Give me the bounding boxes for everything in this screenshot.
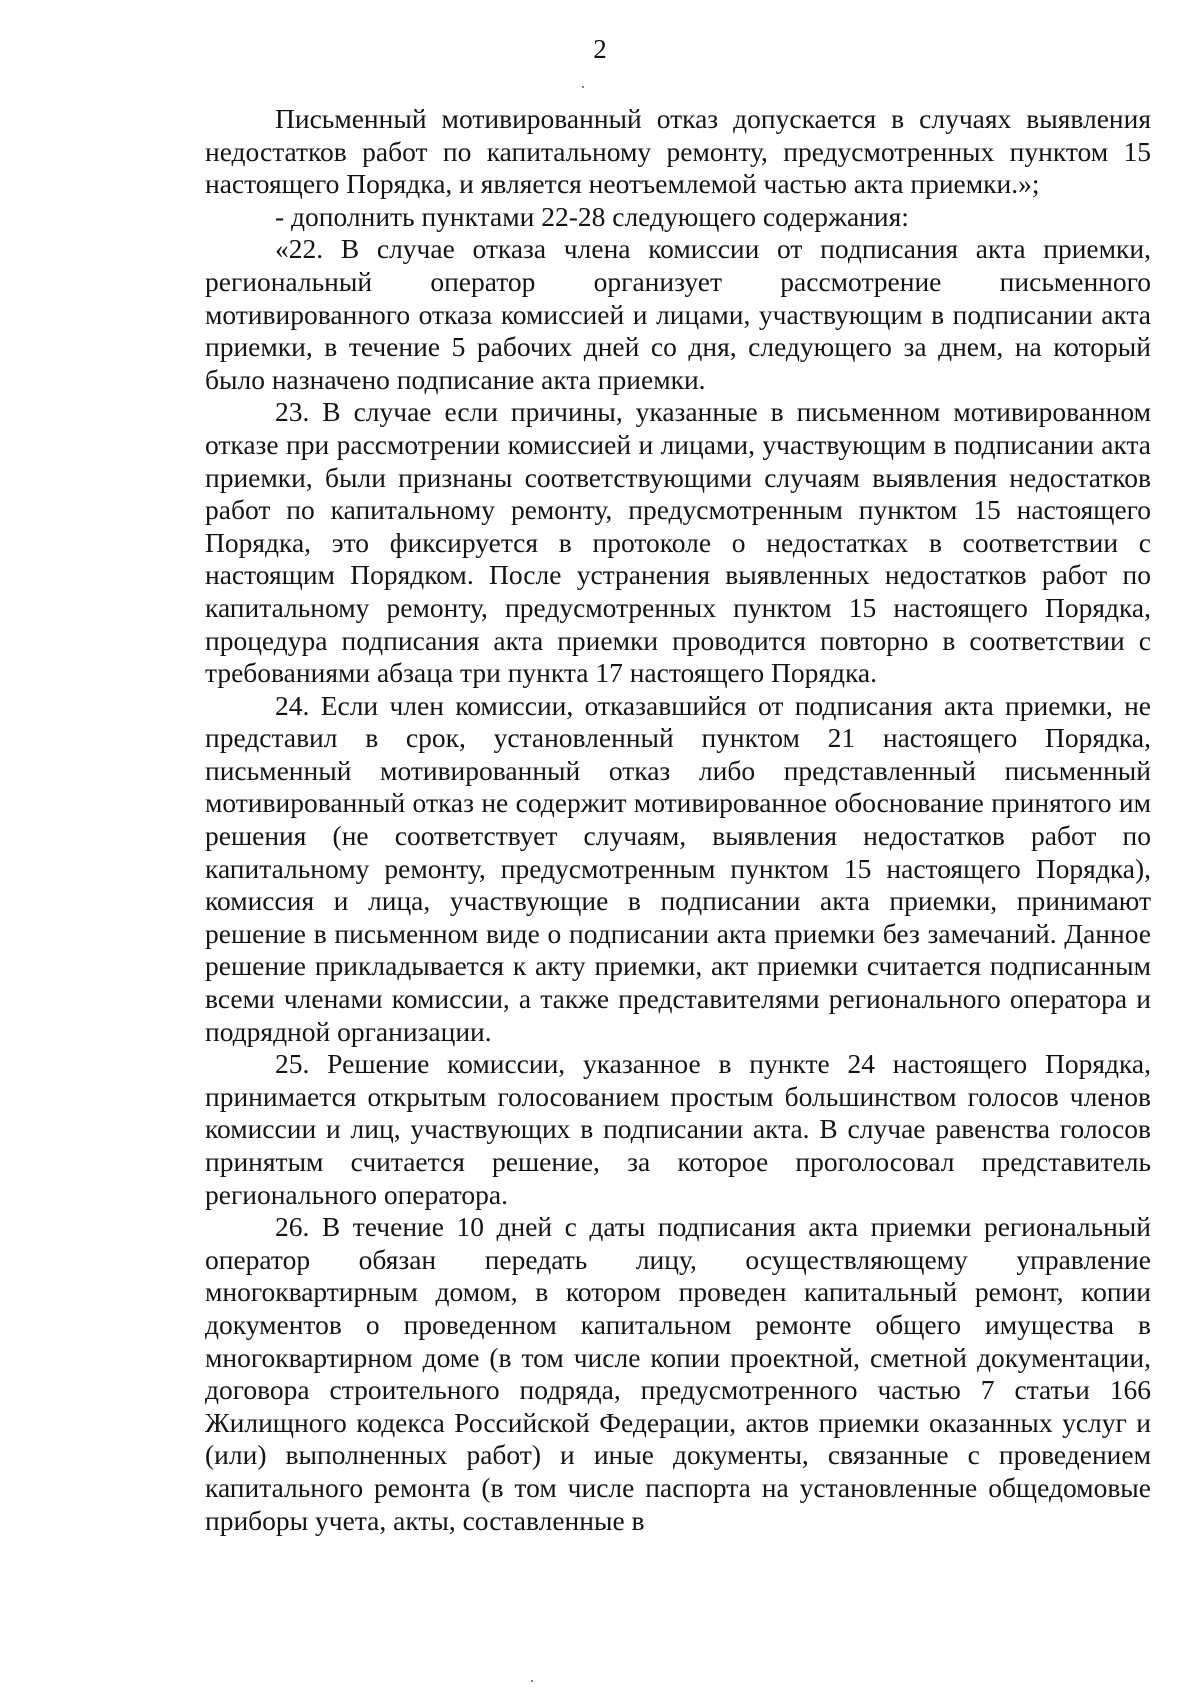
paragraph-item-23: 23. В случае если причины, указанные в письменном мотивированном отказе при рассмотрении комиссией и лицами, участвующим в подписании акта приемки, были признаны соответствующими случаям выявления недостатков работ по капитальному ремонту, предусмотренным пунктом 15 настоящего Порядка, это фиксируется в протоколе о недостатках в соответствии с настоящим Порядком. После устранения выявленных недостатков работ по капитальному ремонту, предусмотренных пунктом 15 настоящего Порядка, процедура подписания акта приемки проводится повторно в соответствии с требованиями абзаца три пункта 17 настоящего Порядка. bbox=[205, 396, 1151, 689]
paragraph-item-25: 25. Решение комиссии, указанное в пункте 24 настоящего Порядка, принимается открытым голосованием простым большинством голосов членов комиссии и лиц, участвующих в подписании акта. В случае равенства голосов принятым считается решение, за которое проголосовал представитель регионального оператора. bbox=[205, 1048, 1151, 1210]
document-body bbox=[205, 103, 1151, 1537]
paragraph-item-24: 24. Если член комиссии, отказавшийся от подписания акта приемки, не представил в срок, установленный пунктом 21 настоящего Порядка, письменный мотивированный отказ либо представленный письменный мотивированный отказ не содержит мотивированное обоснование принятого им решения (не соответствует случаям, выявления недостатков работ по капитальному ремонту, предусмотренным пунктом 15 настоящего Порядка), комиссия и лица, участвующие в подписании акта приемки, принимают решение в письменном виде о подписании акта приемки без замечаний. Данное решение прикладывается к акту приемки, акт приемки считается подписанным всеми членами комиссии, а также представителями регионального оператора и подрядной организации. bbox=[205, 689, 1151, 1047]
paragraph-amendment-intro: - дополнить пунктами 22-28 следующего содержания: bbox=[275, 200, 909, 232]
paragraph-item-22: «22. В случае отказа члена комиссии от подписания акта приемки, региональный оператор организует рассмотрение письменного мотивированного отказа комиссией и лицами, участвующим в подписании акта приемки, в течение 5 рабочих дней со дня, следующего за днем, на который было назначено подписание акта приемки. bbox=[205, 233, 1151, 395]
paragraph-item-26: 26. В течение 10 дней с даты подписания акта приемки региональный оператор обязан передать лицу, осуществляющему управление многоквартирным домом, в котором проведен капитальный ремонт, копии документов о проведенном капитальном ремонте общего имущества в многоквартирном доме (в том числе копии проектной, сметной документации, договора строительного подряда, предусмотренного частью 7 статьи 166 Жилищного кодекса Российской Федерации, актов приемки оказанных услуг и (или) выполненных работ) и иные документы, связанные с проведением капитального ремонта (в том числе паспорта на установленные общедомовые приборы учета, акты, составленные в bbox=[205, 1211, 1151, 1536]
scan-speck bbox=[531, 1680, 533, 1682]
page-number: 2 bbox=[593, 34, 607, 64]
scan-speck bbox=[582, 86, 584, 88]
paragraph-refusal-definition: Письменный мотивированный отказ допускается в случаях выявления недостатков работ по капитальному ремонту, предусмотренных пунктом 15 настоящего Порядка, и является неотъемлемой частью акта приемки.»; bbox=[205, 103, 1151, 200]
